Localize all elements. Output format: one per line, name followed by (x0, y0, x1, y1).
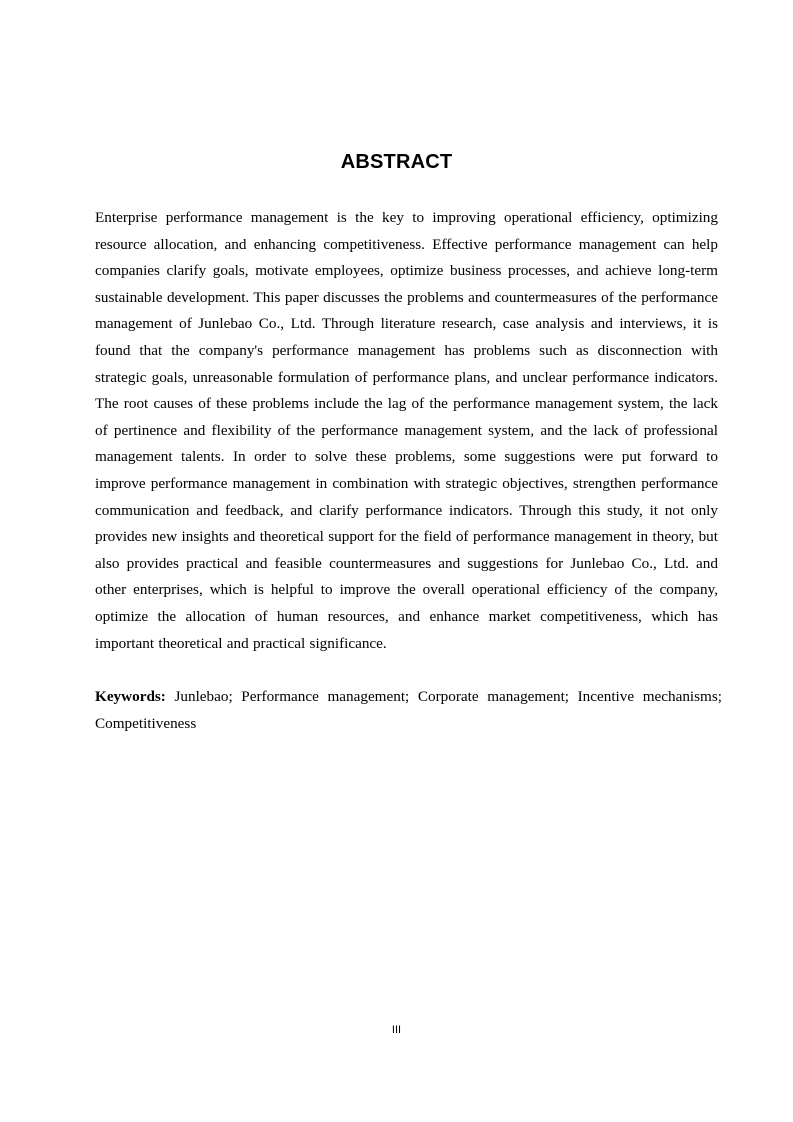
page-number: III (391, 1024, 402, 1036)
abstract-body-text: Enterprise performance management is the key to improving operational efficiency, optimizing resource allocation, and enhancing competitiveness. Effective performance management can help companies clarify goals, motivate employees, optimize business processes, and achieve long-term sustainable development. This paper discusses the problems and countermeasures of the performance management of Junlebao Co., Ltd. Through literature research, case analysis and interviews, it is found that the company's performance management has problems such as disconnection with strategic goals, unreasonable formulation of performance plans, and unclear performance indicators. The root causes of these problems include the lag of the performance management system, the lack of pertinence and flexibility of the performance management system, and the lack of professional management talents. In order to solve these problems, some suggestions were put forward to improve performance management in combination with strategic objectives, strengthen performance communication and feedback, and clarify performance indicators. Through this study, it not only provides new insights and theoretical support for the field of performance management in theory, but also provides practical and feasible countermeasures and suggestions for Junlebao Co., Ltd. and other enterprises, which is helpful to improve the overall operational efficiency of the company, optimize the allocation of human resources, and enhance market competitiveness, which has important theoretical and practical significance. (95, 209, 718, 652)
abstract-title: ABSTRACT (340, 151, 453, 173)
keywords-line (95, 684, 722, 737)
keywords-text: Junlebao; Performance management; Corporate management; Incentive mechanisms; Competitiveness (95, 688, 722, 732)
keywords-label: Keywords: (95, 688, 166, 705)
